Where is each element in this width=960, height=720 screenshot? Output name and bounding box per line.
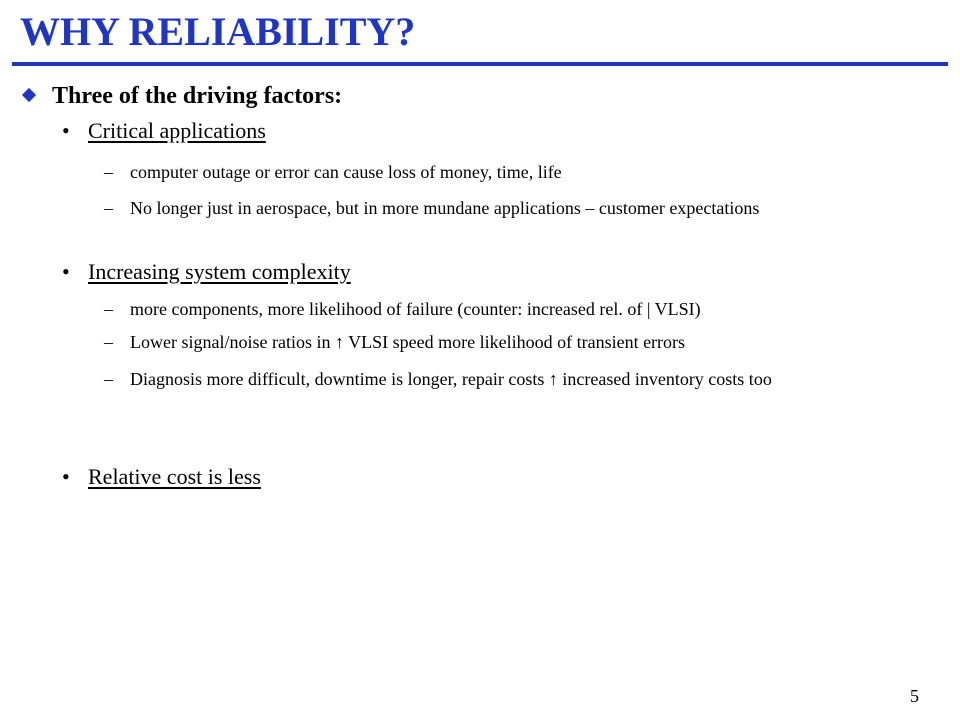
- topic-critical-applications: [62, 118, 266, 144]
- sub-point-text: more components, more likelihood of failure (counter: increased rel. of | VLSI): [130, 299, 701, 319]
- page-number: 5: [910, 686, 919, 706]
- section-heading: [22, 83, 342, 110]
- sub-point: [104, 329, 924, 355]
- dash-bullet-icon: –: [104, 162, 113, 182]
- slide-title: WHY RELIABILITY?: [20, 9, 416, 54]
- diamond-bullet-icon: [22, 87, 36, 101]
- topic-label: Critical applications: [88, 118, 266, 143]
- sub-point-text: computer outage or error can cause loss of money, time, life: [130, 162, 562, 182]
- sub-point-text: No longer just in aerospace, but in more mundane applications – customer expectations: [130, 198, 760, 218]
- bullet-dot-icon: •: [62, 118, 70, 143]
- title-underline-rule: [12, 62, 948, 66]
- sub-point-text: Diagnosis more difficult, downtime is longer, repair costs ↑ increased inventory costs too: [130, 369, 772, 389]
- bullet-dot-icon: •: [62, 259, 70, 284]
- topic-relative-cost: [62, 464, 261, 490]
- topic-increasing-system-complexity: [62, 259, 351, 285]
- topic-label: Increasing system complexity: [88, 259, 351, 284]
- dash-bullet-icon: –: [104, 299, 113, 319]
- sub-point: [104, 366, 924, 392]
- sub-point-text: Lower signal/noise ratios in ↑ VLSI speed more likelihood of transient errors: [130, 332, 686, 352]
- topic-label: Relative cost is less: [88, 464, 261, 489]
- sub-point: [104, 296, 924, 322]
- bullet-dot-icon: •: [62, 464, 70, 489]
- dash-bullet-icon: –: [104, 332, 113, 352]
- dash-bullet-icon: –: [104, 198, 113, 218]
- sub-point: [104, 159, 924, 185]
- section-heading-text: Three of the driving factors:: [52, 83, 343, 109]
- dash-bullet-icon: –: [104, 369, 113, 389]
- sub-point: [104, 195, 924, 221]
